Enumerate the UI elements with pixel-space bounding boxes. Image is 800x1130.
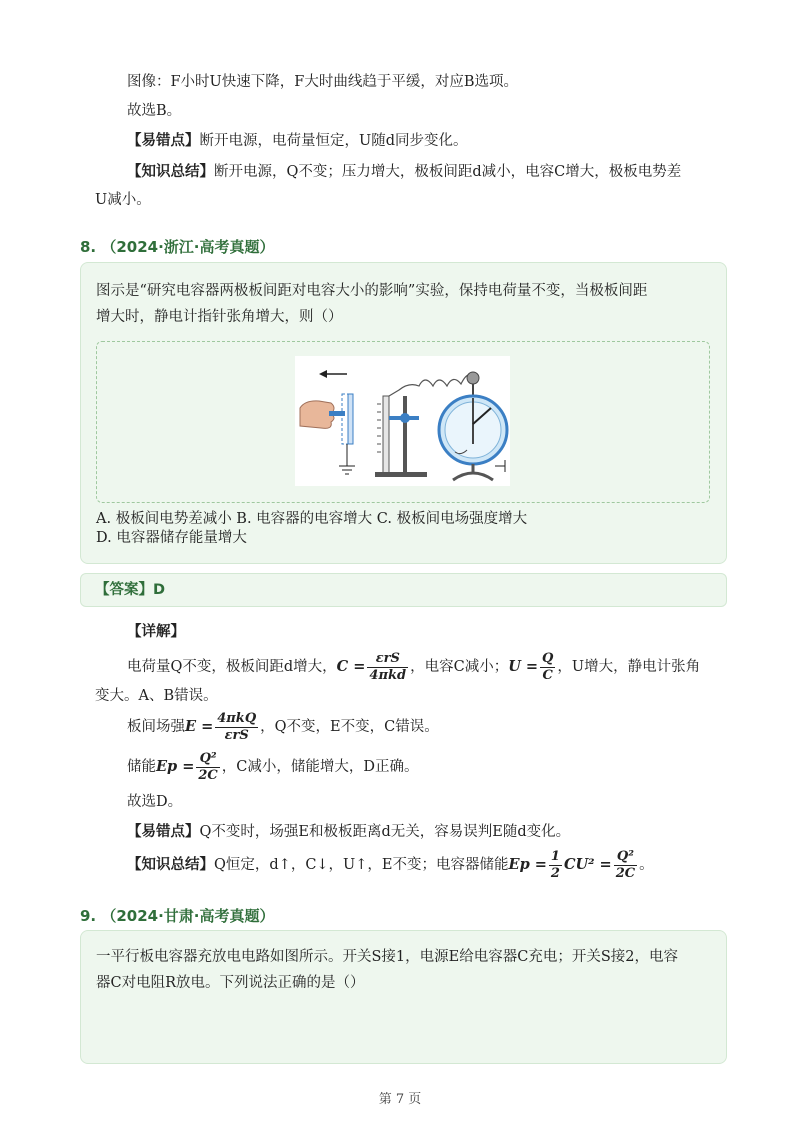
exp-text: ，C减小，储能增大，D正确。 (221, 759, 419, 775)
formula-e-den: εrS (224, 727, 249, 743)
capacitor-experiment-figure (295, 356, 510, 486)
formula-ep2-den: 2C (615, 865, 636, 881)
formula-ep-frac (196, 751, 219, 784)
summary-end: 。 (639, 857, 654, 873)
explanation-line4 (127, 750, 419, 784)
question-8-box (80, 262, 727, 564)
formula-half-frac (549, 849, 562, 882)
mistake-text: 断开电源，电荷量恒定，U随d同步变化。 (199, 133, 468, 149)
mistake-text: Q不变时，场强E和极板距离d无关，容易误判E随d变化。 (199, 824, 571, 840)
summary-text: 断开电源，Q不变；压力增大，极板间距d减小，电容C增大，极板电势差 (214, 164, 682, 180)
q8-summary (127, 848, 654, 882)
formula-ep2-num: Q² (614, 849, 637, 866)
answer-text (95, 580, 165, 600)
q9-stem-line2: 器C对电阻R放电。下列说法正确的是（） (96, 975, 365, 991)
formula-e-num: 4πkQ (217, 710, 257, 726)
page-number: 第 7 页 (378, 1092, 422, 1107)
formula-ep2-frac (614, 849, 637, 882)
answer-label: 【答案】D (95, 582, 166, 598)
question-9-header: 9. （2024·甘肃·高考真题） (80, 907, 275, 925)
question-8-header: 8. （2024·浙江·高考真题） (80, 238, 275, 256)
summary-label: 【知识总结】 (127, 857, 214, 873)
exp-text: ，Q不变，E不变，C错误。 (260, 719, 439, 735)
formula-c-lhs: C = (336, 658, 366, 675)
q8-stem-line1: 图示是“研究电容器两极板间距对电容大小的影响”实验，保持电荷量不变，当极板间距 (96, 283, 648, 299)
exp-text: 储能 (127, 759, 156, 775)
formula-e-frac (215, 711, 258, 744)
q8-mistake (127, 822, 570, 842)
summary-label: 【知识总结】 (127, 164, 214, 180)
formula-e-lhs: E = (185, 718, 214, 735)
q8-options-line2: D. 电容器储存能量增大 (96, 530, 247, 546)
formula-u-num: Q (542, 650, 554, 666)
answer-bar (80, 573, 727, 607)
exp-text: 板间场强 (127, 719, 185, 735)
prev-summary-cont: U减小。 (95, 192, 151, 208)
formula-cu2: CU² = (563, 856, 612, 873)
formula-u-den: C (542, 667, 553, 683)
exp-text: ，电容C减小； (410, 659, 509, 675)
formula-c-den: 4πkd (369, 667, 407, 683)
question-9-box (80, 930, 727, 1064)
explanation-line1 (127, 650, 700, 684)
prev-mistake (127, 131, 468, 151)
summary-text: Q恒定，d↑，C↓，U↑，E不变；电容器储能 (214, 857, 509, 873)
formula-ep-num: Q² (196, 751, 219, 768)
detail-label: 【详解】 (127, 624, 185, 640)
formula-ep2-lhs: Ep = (508, 856, 547, 873)
q8-options-line1: A. 极板间电势差减小 B. 电容器的电容增大 C. 极板间电场强度增大 (96, 511, 528, 527)
explanation-line5: 故选D。 (127, 794, 183, 810)
q9-stem-line1: 一平行板电容器充放电电路如图所示。开关S接1，电源E给电容器C充电；开关S接2，电容 (96, 949, 678, 965)
exp-text: 电荷量Q不变，极板间距d增大， (127, 659, 337, 675)
mistake-label: 【易错点】 (127, 133, 200, 149)
explanation-line2: 变大。A、B错误。 (95, 688, 218, 704)
formula-ep-den: 2C (198, 767, 218, 783)
formula-half-num: 1 (550, 848, 560, 864)
formula-c-frac (367, 651, 408, 684)
formula-u-lhs: U = (508, 658, 539, 675)
figure-frame (96, 341, 710, 503)
prev-choice-line: 故选B。 (127, 103, 182, 119)
prev-text-line: 图像：F小时U快速下降，F大时曲线趋于平缓，对应B选项。 (127, 74, 518, 90)
formula-c-num: εrS (367, 651, 408, 668)
formula-half-den: 2 (550, 865, 560, 881)
q8-stem-line2: 增大时，静电计指针张角增大，则（） (96, 309, 343, 325)
explanation-line3 (127, 710, 439, 744)
mistake-label: 【易错点】 (127, 824, 200, 840)
prev-summary (127, 162, 681, 182)
formula-u-frac (540, 651, 555, 684)
exp-text: ，U增大，静电计张角 (557, 659, 701, 675)
formula-ep-lhs: Ep = (156, 758, 195, 775)
